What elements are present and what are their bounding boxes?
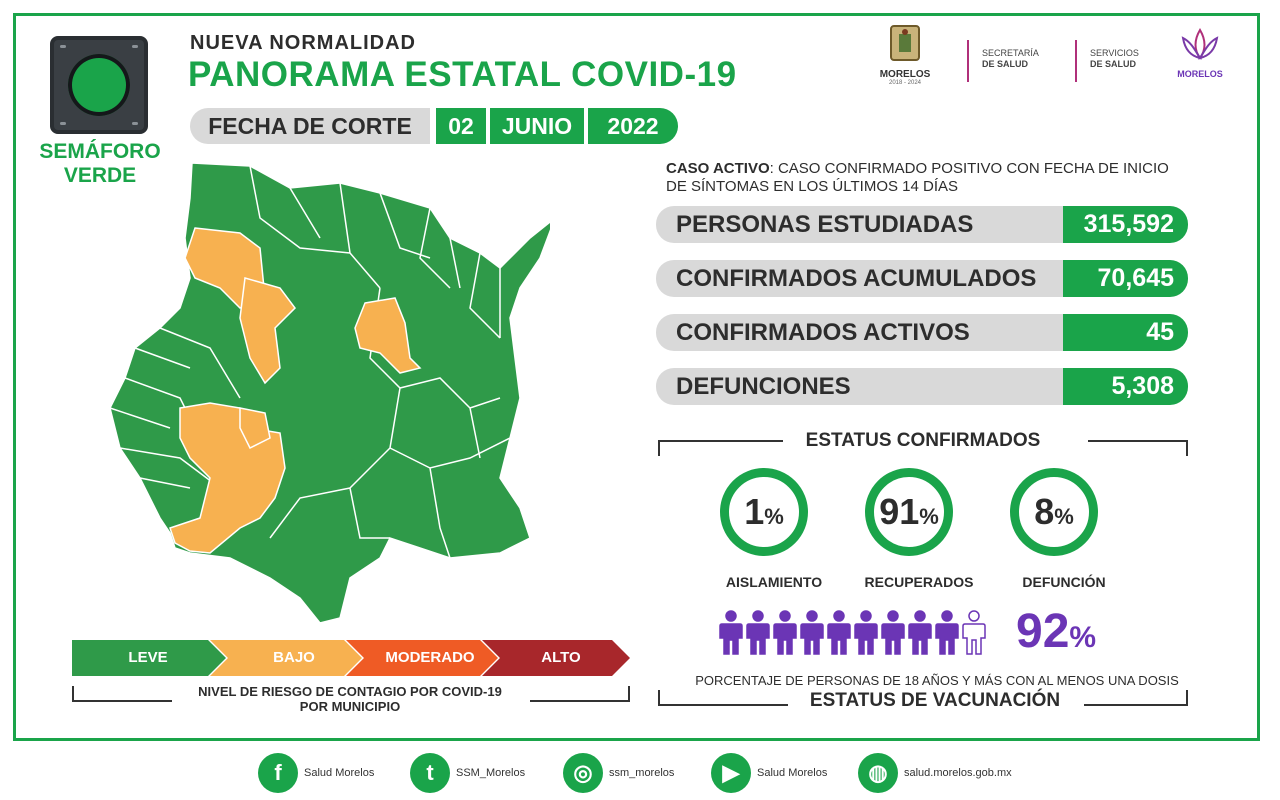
person-outline-icon [961,610,987,656]
fecha-month: JUNIO [490,108,584,144]
green-light-icon [68,54,130,116]
legend-label-alto: ALTO [541,649,581,666]
legend-label-moderado: MODERADO [385,649,475,666]
morelos-seal-icon [888,24,922,64]
legend-label-bajo: BAJO [273,649,315,666]
section-rule [658,440,660,456]
fecha-de-corte [190,108,680,144]
footer-youtube[interactable]: ▶ Salud Morelos [711,752,827,794]
fecha-label: FECHA DE CORTE [190,108,430,144]
footer-website[interactable]: ◍ salud.morelos.gob.mx [858,752,1012,794]
section-rule [658,440,783,442]
person-filled-icon [745,610,771,656]
ring-label: RECUPERADOS [864,574,974,590]
stat-value: 315,592 [1063,206,1188,243]
instagram-icon[interactable]: ◎ [563,753,603,793]
lotus-flower-icon [1177,26,1223,64]
footer-twitter[interactable]: t SSM_Morelos [410,752,525,794]
page-subtitle: NUEVA NORMALIDAD [190,32,416,54]
person-filled-icon [718,610,744,656]
ring-defuncion: 8% [1010,468,1098,556]
vaccination-description: PORCENTAJE DE PERSONAS DE 18 AÑOS Y MÁS CON AL MENOS UNA DOSIS [695,673,1179,688]
page-title: PANORAMA ESTATAL COVID-19 [188,55,737,94]
vaccination-percentage: 92% [1016,605,1097,658]
semaforo-label: SEMÁFORO VERDE [39,140,161,187]
morelos-logo: MORELOS 2018 - 2024 [870,24,940,94]
section-rule [1186,440,1188,456]
person-filled-icon [853,610,879,656]
stat-label: DEFUNCIONES [656,368,1076,405]
legend-label-leve: LEVE [128,649,168,666]
secretaria-logo: SECRETARÍA DE SALUD [982,48,1039,69]
vaccination-title: ESTATUS DE VACUNACIÓN [809,690,1061,711]
stat-confirmados-acumulados [656,260,1188,297]
person-filled-icon [880,610,906,656]
web-icon[interactable]: ◍ [858,753,898,793]
person-filled-icon [826,610,852,656]
logo-divider [1075,40,1077,82]
ring-aislamiento: 1% [720,468,808,556]
twitter-icon[interactable]: t [410,753,450,793]
logo-divider [967,40,969,82]
ring-label: DEFUNCIÓN [1022,574,1106,590]
stat-label: PERSONAS ESTUDIADAS [656,206,1076,243]
morelos-brand-logo: MORELOS [1172,26,1228,90]
footer-instagram[interactable]: ◎ ssm_morelos [563,752,674,794]
person-filled-icon [772,610,798,656]
stat-defunciones [656,368,1188,405]
section-rule [1084,704,1188,706]
stat-value: 70,645 [1063,260,1188,297]
section-rule [658,690,660,706]
person-filled-icon [799,610,825,656]
ring-label: AISLAMIENTO [725,574,823,590]
person-filled-icon [934,610,960,656]
section-rule [658,704,788,706]
facebook-icon[interactable]: f [258,753,298,793]
footer-facebook[interactable]: f Salud Morelos [258,752,374,794]
caso-activo-definition: CASO ACTIVO: CASO CONFIRMADO POSITIVO CON FECHA DE INICIO DE SÍNTOMAS EN LOS ÚLTIMOS 14 DÍAS [666,160,1169,195]
stat-label: CONFIRMADOS ACUMULADOS [656,260,1076,297]
morelos-municipal-map [100,158,550,623]
section-rule [1186,690,1188,706]
servicios-logo: SERVICIOS DE SALUD [1090,48,1139,69]
semaforo-icon [50,36,148,134]
stat-confirmados-activos [656,314,1188,351]
estatus-confirmados-title: ESTATUS CONFIRMADOS [805,430,1041,451]
fecha-day: 02 [436,108,486,144]
section-rule [1088,440,1188,442]
person-filled-icon [907,610,933,656]
stat-value: 45 [1063,314,1188,351]
stat-label: CONFIRMADOS ACTIVOS [656,314,1076,351]
youtube-icon[interactable]: ▶ [711,753,751,793]
legend-description: NIVEL DE RIESGO DE CONTAGIO POR COVID-19 POR MUNICIPIO [198,684,502,714]
stat-personas-estudiadas [656,206,1188,243]
stat-value: 5,308 [1063,368,1188,405]
ring-recuperados: 91% [865,468,953,556]
vaccination-people-row [718,610,987,656]
fecha-year: 2022 [588,108,678,144]
